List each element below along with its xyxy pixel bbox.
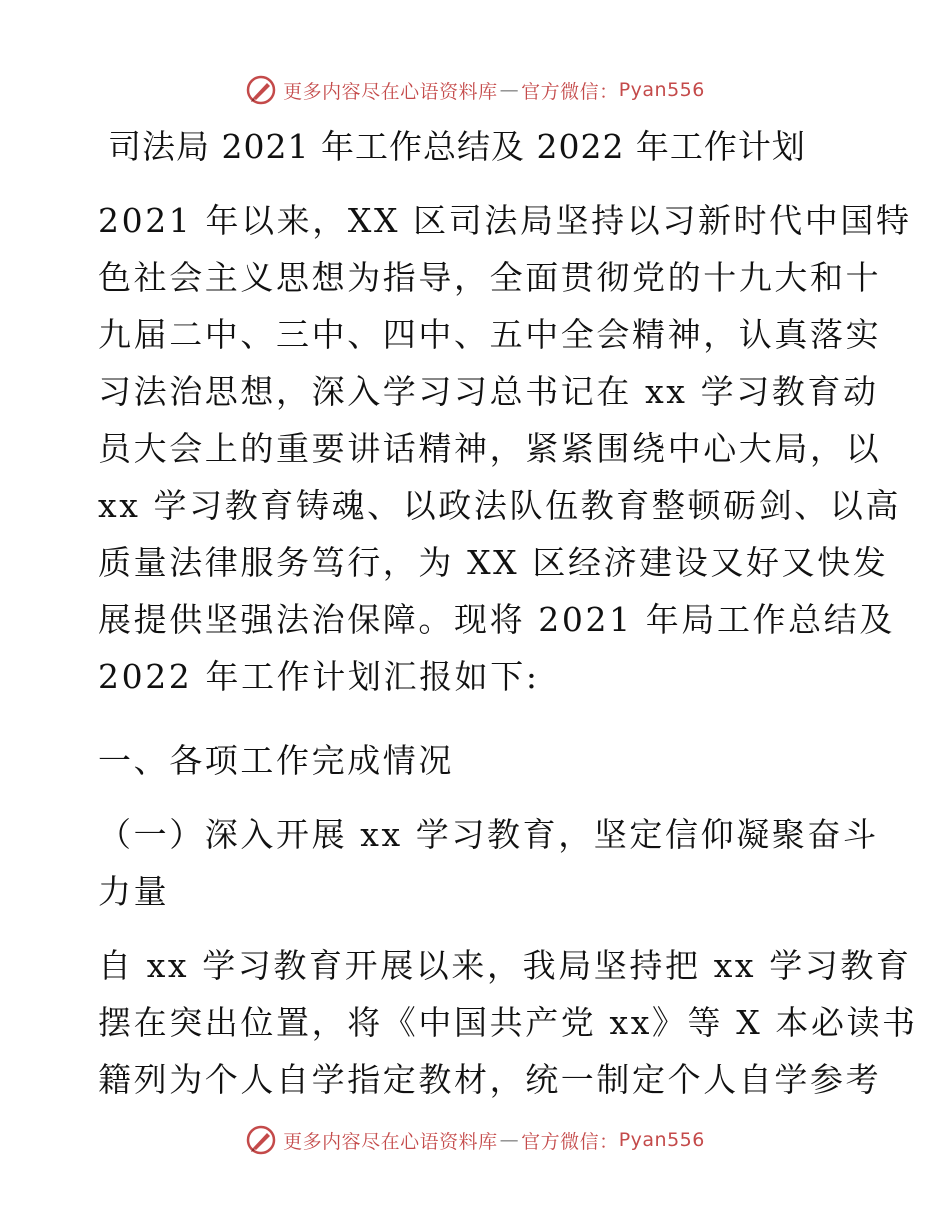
- paragraph-line: 自 xx 学习教育开展以来，我局坚持把 xx 学习教育: [98, 946, 912, 985]
- watermark-wechat-id: Pyan556: [618, 79, 705, 101]
- watermark-text: 更多内容尽在心语资料库: [283, 80, 498, 103]
- paragraph-line: 摆在突出位置，将《中国共产党 xx》等 X 本必读书: [98, 1003, 918, 1042]
- watermark-wechat-label: 官方微信：: [521, 1130, 619, 1153]
- paragraph-line: 展提供坚强法治保障。现将 2021 年局工作总结及: [98, 600, 895, 639]
- document-title: 司法局 2021 年工作总结及 2022 年工作计划: [108, 127, 806, 166]
- paragraph-line: 员大会上的重要讲话精神，紧紧围绕中心大局，以: [98, 429, 882, 468]
- watermark-separator: —: [499, 1129, 520, 1151]
- watermark-header: [0, 72, 950, 108]
- subsection-heading-line: （一）深入开展 xx 学习教育，坚定信仰凝聚奋斗: [98, 815, 879, 854]
- watermark-text: 更多内容尽在心语资料库: [283, 1130, 498, 1153]
- subsection-heading-line: 力量: [98, 872, 170, 911]
- paragraph-line: 习法治思想，深入学习习总书记在 xx 学习教育动: [98, 372, 879, 411]
- pen-logo-icon: [245, 1124, 277, 1156]
- paragraph-line: 2022 年工作计划汇报如下:: [98, 657, 540, 696]
- paragraph-line: 2021 年以来，XX 区司法局坚持以习新时代中国特: [98, 201, 912, 240]
- paragraph-line: xx 学习教育铸魂、以政法队伍教育整顿砺剑、以高: [98, 486, 902, 525]
- paragraph-line: 色社会主义思想为指导，全面贯彻党的十九大和十: [98, 258, 882, 297]
- watermark-footer: [0, 1122, 950, 1158]
- paragraph-line: 籍列为个人自学指定教材，统一制定个人自学参考: [98, 1060, 882, 1099]
- pen-logo-icon: [245, 74, 277, 106]
- watermark-wechat-label: 官方微信：: [521, 80, 619, 103]
- watermark-separator: —: [499, 79, 520, 101]
- section-heading: 一、各项工作完成情况: [98, 741, 454, 780]
- paragraph-line: 九届二中、三中、四中、五中全会精神，认真落实: [98, 315, 882, 354]
- paragraph-line: 质量法律服务笃行，为 XX 区经济建设又好又快发: [98, 543, 889, 582]
- watermark-wechat-id: Pyan556: [618, 1129, 705, 1151]
